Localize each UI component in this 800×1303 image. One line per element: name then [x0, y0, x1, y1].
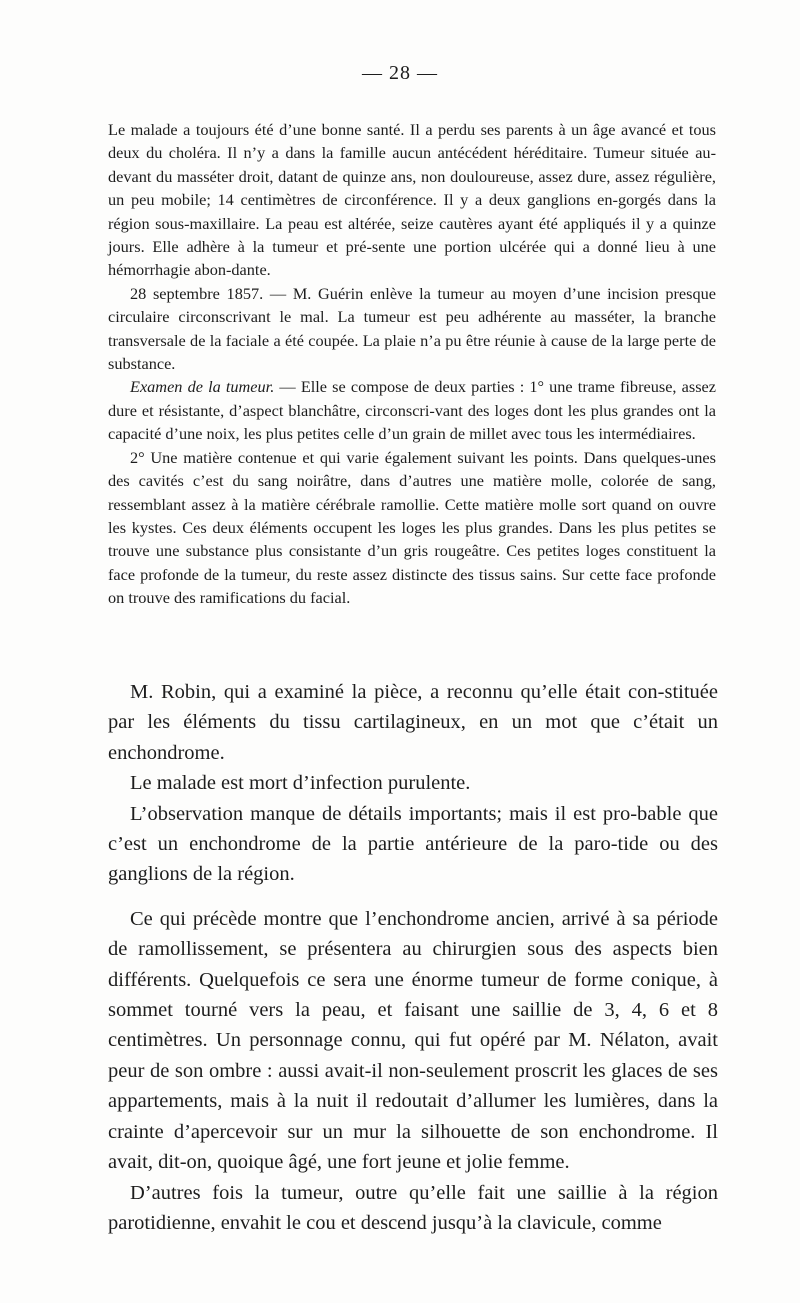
robin-paragraph: M. Robin, qui a examiné la pièce, a reconnu qu’elle était con-stituée par les éléments du tissu cartilagineux, en un mot que c’était un enchondrome. [108, 681, 718, 764]
observation-paragraph: L’observation manque de détails importants; mais il est pro-bable que c’est un enchondrome de la partie antérieure de la paro-tide ou des ganglions de la région. [108, 802, 718, 886]
contents-paragraph: 2° Une matière contenue et qui varie également suivant les points. Dans quelques-unes des cavités c’est du sang noirâtre, dans d’autres une matière molle, colorée de sang, ressemblant assez à la matière cérébrale ramollie. Cette matière molle sort quand on ouvre les kystes. Ces deux éléments occupent les loges les plus grandes. Dans les plus petites se trouve une substance plus consistante d’un gris rougeâtre. Ces petites loges constituent la face profonde de la tumeur, du reste assez distincte des tissus sains. Sur cette face profonde on trouve des ramifications du facial. [108, 447, 716, 608]
case-report [108, 118, 716, 610]
operation-paragraph: 28 septembre 1857. — M. Guérin enlève la tumeur au moyen d’une incision presque circulaire circonscrivant le mal. La tumeur est peu adhérente au masséter, la branche transversale de la faciale a été coupée. La plaie n’a pu être réunie à cause de la large perte de substance. [108, 283, 716, 374]
tumor-exam-paragraph [108, 375, 716, 445]
tumor-exam-text: — Elle se compose de deux parties : 1° une trame fibreuse, assez dure et résistante, d’aspect blanchâtre, circonscri-vant des loges dont les plus grandes ont la capacité d’une noix, les plus petites celle d’un grain de millet avec tous les intermédiaires. [108, 377, 716, 444]
death-paragraph: Le malade est mort d’infection purulente. [130, 772, 471, 795]
case-history-paragraph: Le malade a toujours été d’une bonne santé. Il a perdu ses parents à un âge avancé et tous deux du choléra. Il n’y a dans la famille aucun antécédent héréditaire. Tumeur située au-devant du masséter droit, datant de quinze ans, non douloureuse, assez dure, assez régulière, un peu mobile; 14 centimètres de circonférence. Il y a deux ganglions en-gorgés dans la région sous-maxillaire. La peau est altérée, seize cautères ayant été appliqués il y a quinze jours. Elle adhère à la tumeur et pré-sente une portion ulcérée qui a donné lieu à une hémorrhagie abon-dante. [108, 120, 716, 280]
tumor-exam-heading: Examen de la tumeur. [130, 377, 275, 397]
parotid-paragraph: D’autres fois la tumeur, outre qu’elle fait une saillie à la région parotidienne, envahit le cou et descend jusqu’à la clavicule, comme [108, 1181, 718, 1234]
page-number: — 28 — [362, 62, 438, 84]
commentary [108, 677, 718, 1238]
enchondrome-paragraph: Ce qui précède montre que l’enchondrome ancien, arrivé à sa période de ramollissement, se présentera au chirurgien sous des aspects bien différents. Quelquefois ce sera une énorme tumeur de forme conique, à sommet tourné vers la peau, et faisant une saillie de 3, 4, 6 et 8 centimètres. Un personnage connu, qui fut opéré par M. Nélaton, avait peur de son ombre : aussi avait-il non-seulement proscrit les glaces de ses appartements, mais à la nuit il redoutait d’allumer les lumières, dans la crainte d’apercevoir sur un mur la silhouette de son enchondrome. Il avait, dit-on, quoique âgé, une fort jeune et jolie femme. [108, 907, 718, 1174]
